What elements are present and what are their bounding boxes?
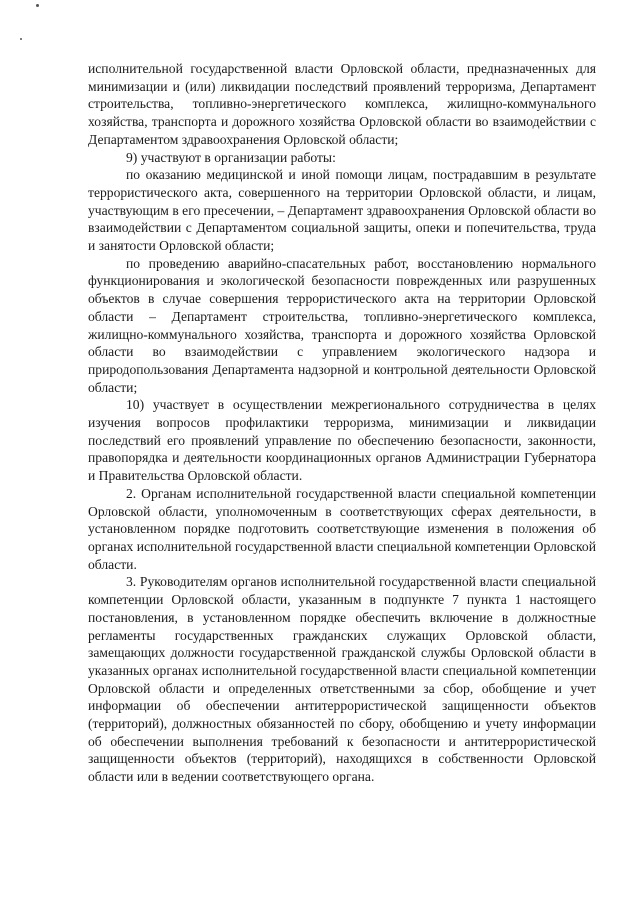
- paragraph-point-3: 3. Руководителям органов исполнительной государственной власти специальной компетенции Орловской области, указанным в подпункте 7 пункта 1 настоящего постановления, в установленном порядке обеспечить включение в должностные регламенты государственных гражданских служащих Орловской области, замещающих должности государственной гражданской службы Орловской области в указанных органах исполнительной государственной власти специальной компетенции Орловской области и определенных ответственными за сбор, обобщение и учет информации об обеспечении антитеррористической защищенности объектов (территорий), должностных обязанностей по сбору, обобщению и учету информации об обеспечении выполнения требований к безопасности и антитеррористической защищенности объектов (территорий), находящихся в собственности Орловской области или в ведении соответствующего органа.: [88, 574, 596, 785]
- paragraph-continuation: исполнительной государственной власти Орловской области, предназначенных для минимизации и (или) ликвидации последствий проявлений терроризма, Департамент строительства, топливно-энергетического комплекса, жилищно-коммунального хозяйства, транспорта и дорожного хозяйства Орловской области во взаимодействии с Департаментом здравоохранения Орловской области;: [88, 61, 596, 147]
- document-body: [88, 60, 596, 786]
- paragraph-item-9: 9) участвуют в организации работы:: [126, 149, 336, 165]
- paragraph-medical-aid: по оказанию медицинской и иной помощи лицам, пострадавшим в результате террористического акта, совершенного на территории Орловской области, и лицам, участвующим в его пресечении, – Департамент здравоохранения Орловской области во взаимодействии с Департаментом социальной защиты, опеки и попечительства, труда и занятости Орловской области;: [88, 167, 596, 254]
- paragraph-point-2: 2. Органам исполнительной государственной власти специальной компетенции Орловской области, уполномоченным в соответствующих сферах деятельности, в установленном порядке подготовить соответствующие изменения в положения об органах исполнительной государственной власти специальной компетенции Орловской области.: [88, 485, 596, 572]
- paragraph-item-10: 10) участвует в осуществлении межрегионального сотрудничества в целях изучения вопросов профилактики терроризма, минимизации и ликвидации последствий его проявлений управление по обеспечению безопасности, законности, правопорядка и деятельности координационных органов Администрации Губернатора и Правительства Орловской области.: [88, 397, 596, 484]
- scan-speck: [20, 38, 22, 40]
- paragraph-rescue-works: по проведению аварийно-спасательных работ, восстановлению нормального функционирования и экологической безопасности поврежденных или разрушенных объектов в случае совершения террористического акта на территории Орловской области – Департамент строительства, топливно-энергетического комплекса, жилищно-коммунального хозяйства, транспорта и дорожного хозяйства Орловской области во взаимодействии с управлением экологического надзора и природопользования Департамента надзорной и контрольной деятельности Орловской области;: [88, 255, 596, 395]
- scan-speck: [36, 4, 39, 7]
